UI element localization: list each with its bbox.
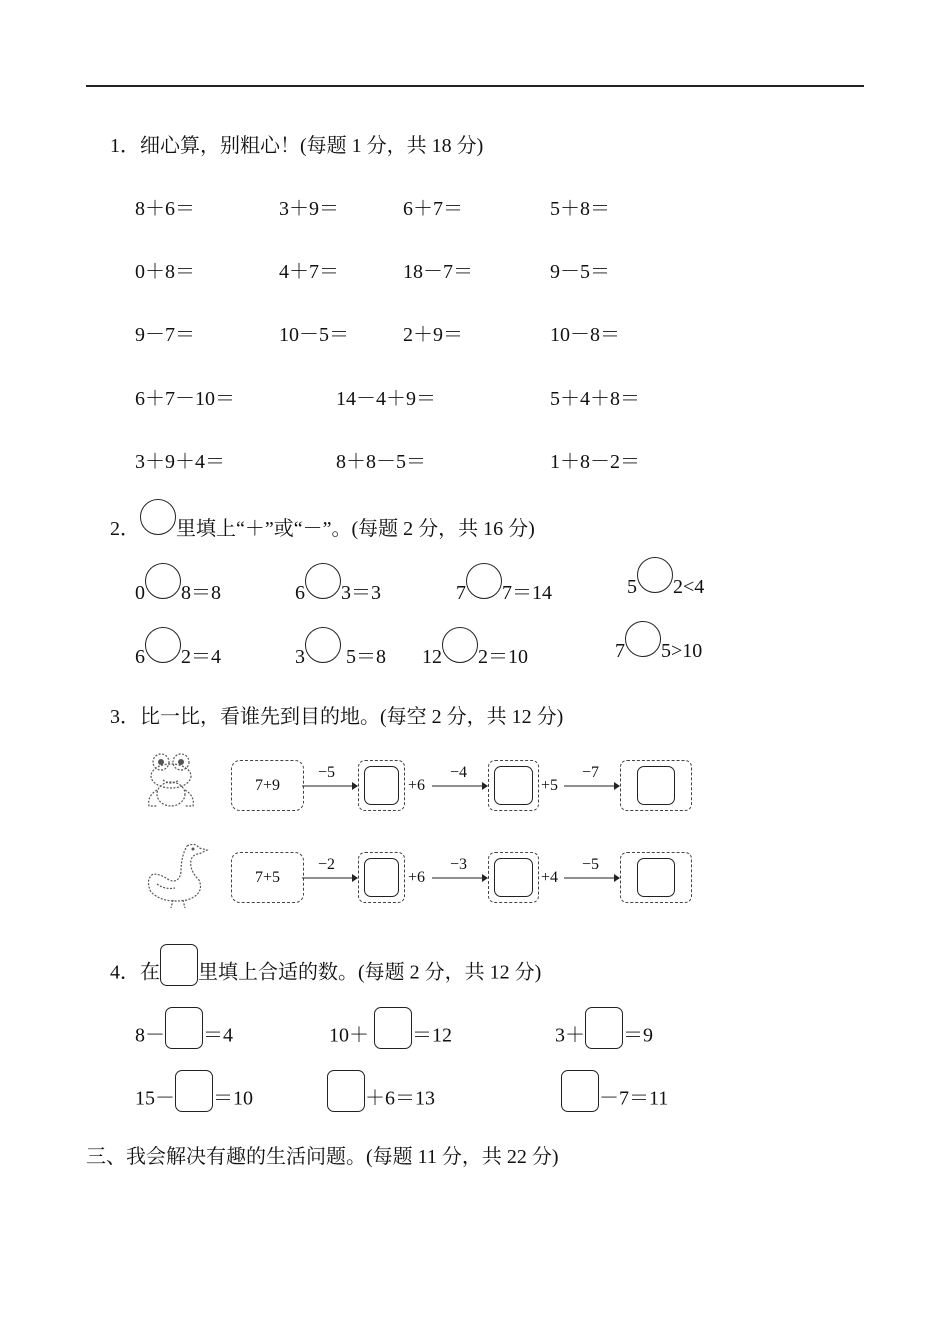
q4-before: 15－ — [135, 1087, 175, 1110]
q2-right: 3＝3 — [341, 582, 381, 604]
q1-expr: 18－7＝ — [403, 261, 473, 283]
q4-item — [135, 1079, 253, 1121]
q4-heading-suffix: 里填上合适的数。(每题 2 分，共 12 分) — [198, 961, 542, 984]
q1-expr: 5＋4＋8＝ — [550, 388, 640, 410]
frog-step-box — [488, 760, 539, 811]
q3-heading: 3．比一比，看谁先到目的地。(每空 2 分，共 12 分) — [110, 706, 564, 728]
q2-item — [295, 576, 381, 605]
square-answer-input[interactable] — [374, 1007, 412, 1049]
frog-step-box — [620, 760, 692, 811]
q1-expr: 1＋8－2＝ — [550, 451, 640, 473]
goose-step-box — [358, 852, 405, 903]
goose-answer-box[interactable] — [494, 858, 533, 897]
q4-before: 3＋ — [555, 1024, 585, 1047]
q2-item — [295, 640, 386, 669]
q2-item — [615, 640, 702, 663]
top-rule — [86, 85, 864, 87]
q2-right: 5>10 — [661, 640, 703, 662]
q2-left: 5 — [627, 576, 637, 598]
q1-expr: 3＋9＋4＝ — [135, 451, 225, 473]
section3-heading: 三、我会解决有趣的生活问题。(每题 11 分，共 22 分) — [86, 1146, 559, 1168]
square-answer-input[interactable] — [175, 1070, 213, 1112]
square-answer-input[interactable] — [561, 1070, 599, 1112]
q2-right: 2<4 — [673, 576, 705, 598]
goose-answer-box[interactable] — [364, 858, 399, 897]
goose-arrow-label: −3 — [450, 856, 468, 873]
goose-start-box — [231, 852, 304, 903]
q1-expr: 8＋8－5＝ — [336, 451, 426, 473]
circle-blank-icon — [140, 499, 176, 535]
q4-after: ＝9 — [623, 1024, 653, 1047]
q1-expr: 14－4＋9＝ — [336, 388, 436, 410]
square-answer-input[interactable] — [327, 1070, 365, 1112]
q2-left: 12 — [422, 646, 442, 668]
q1-expr: 10－8＝ — [550, 324, 620, 346]
frog-answer-box[interactable] — [364, 766, 399, 805]
q4-item — [135, 1016, 233, 1058]
q4-before: 10＋ — [329, 1024, 374, 1047]
q1-expr: 10－5＝ — [279, 324, 349, 346]
q1-expr: 4＋7＝ — [279, 261, 339, 283]
q4-after: ＝4 — [203, 1024, 233, 1047]
q4-item — [561, 1079, 668, 1121]
q1-expr: 9－7＝ — [135, 324, 195, 346]
square-blank-icon — [160, 944, 198, 986]
goose-start-label: 7+5 — [254, 868, 281, 886]
goose-icon — [143, 840, 209, 910]
square-answer-input[interactable] — [585, 1007, 623, 1049]
goose-arrow-label: −5 — [582, 856, 600, 873]
goose-step-box — [488, 852, 539, 903]
frog-start-box — [231, 760, 304, 811]
circle-answer-input[interactable] — [145, 563, 181, 599]
q2-item — [627, 576, 704, 599]
q2-left: 7 — [456, 582, 466, 604]
q4-heading-prefix: 4．在 — [110, 961, 160, 984]
q2-left: 0 — [135, 582, 145, 604]
q1-expr: 6＋7－10＝ — [135, 388, 235, 410]
q4-item — [555, 1016, 653, 1058]
frog-arrow-label: −5 — [318, 764, 336, 781]
q1-expr: 6＋7＝ — [403, 198, 463, 220]
q2-left: 6 — [295, 582, 305, 604]
circle-answer-input[interactable] — [145, 627, 181, 663]
frog-arrow-label: −4 — [450, 764, 468, 781]
frog-answer-box[interactable] — [637, 766, 675, 805]
q1-expr: 8＋6＝ — [135, 198, 195, 220]
circle-answer-input[interactable] — [466, 563, 502, 599]
frog-answer-box[interactable] — [494, 766, 533, 805]
frog-op: +6 — [408, 777, 426, 794]
q4-after: ＝12 — [412, 1024, 452, 1047]
frog-icon — [143, 750, 199, 812]
square-answer-input[interactable] — [165, 1007, 203, 1049]
goose-answer-box[interactable] — [637, 858, 675, 897]
q2-heading-suffix: 里填上“＋”或“－”。(每题 2 分，共 16 分) — [176, 518, 535, 540]
q1-expr: 0＋8＝ — [135, 261, 195, 283]
q1-heading: 1．细心算，别粗心！(每题 1 分，共 18 分) — [110, 135, 484, 157]
q2-left: 7 — [615, 640, 625, 662]
q4-heading — [110, 953, 541, 995]
q4-after: －7＝11 — [599, 1087, 669, 1110]
goose-step-box — [620, 852, 692, 903]
q2-right: 2＝10 — [478, 646, 528, 668]
q4-before: 8－ — [135, 1024, 165, 1047]
goose-op: +6 — [408, 869, 426, 886]
q2-item — [135, 640, 221, 669]
q2-left: 3 — [295, 646, 305, 668]
frog-step-box — [358, 760, 405, 811]
circle-answer-input[interactable] — [442, 627, 478, 663]
q2-right: 2＝4 — [181, 646, 221, 668]
q1-expr: 3＋9＝ — [279, 198, 339, 220]
circle-answer-input[interactable] — [305, 627, 341, 663]
q4-item — [329, 1016, 452, 1058]
q4-item — [327, 1079, 435, 1121]
q2-right: 8＝8 — [181, 582, 221, 604]
q1-expr: 2＋9＝ — [403, 324, 463, 346]
q2-heading — [110, 512, 535, 541]
circle-answer-input[interactable] — [637, 557, 673, 593]
q2-left: 6 — [135, 646, 145, 668]
goose-op: +4 — [541, 869, 559, 886]
q2-right: 7＝14 — [502, 582, 552, 604]
q2-right: 5＝8 — [341, 646, 386, 668]
q4-after: ＋6＝13 — [365, 1087, 435, 1110]
q2-heading-prefix: 2． — [110, 518, 140, 540]
frog-op: +5 — [541, 777, 559, 794]
circle-answer-input[interactable] — [305, 563, 341, 599]
q4-after: ＝10 — [213, 1087, 253, 1110]
circle-answer-input[interactable] — [625, 621, 661, 657]
goose-arrow-label: −2 — [318, 856, 336, 873]
q2-item — [422, 640, 528, 669]
q1-expr: 5＋8＝ — [550, 198, 610, 220]
q2-item — [135, 576, 221, 605]
q2-item — [456, 576, 552, 605]
frog-arrow-label: −7 — [582, 764, 600, 781]
q1-expr: 9－5＝ — [550, 261, 610, 283]
frog-start-label: 7+9 — [254, 776, 281, 794]
